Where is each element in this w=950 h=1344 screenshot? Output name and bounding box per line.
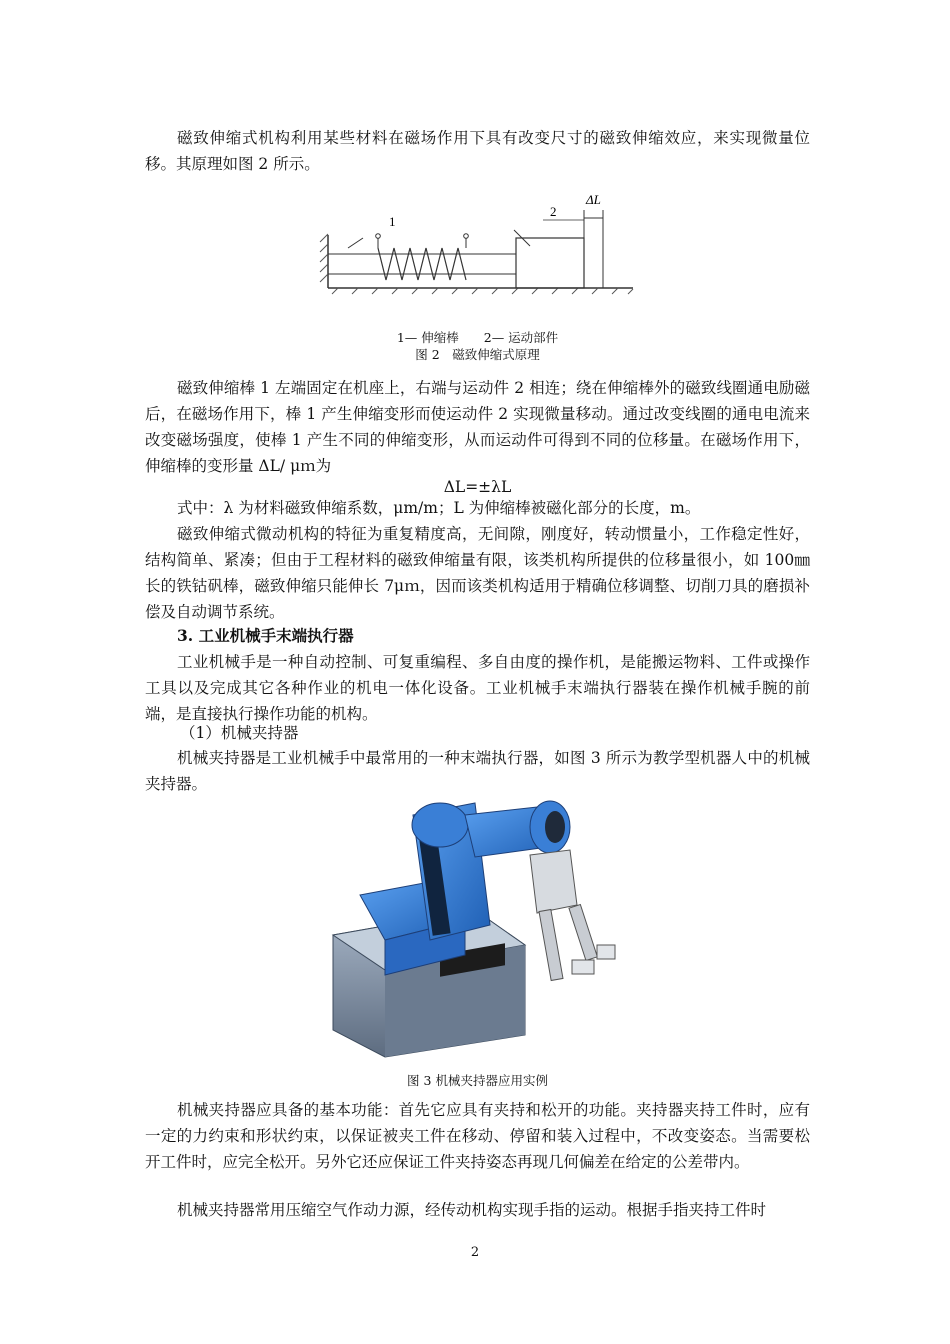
paragraph-variables: 式中：λ 为材料磁致伸缩系数，μm/m；L 为伸缩棒被磁化部分的长度，m。	[177, 499, 701, 517]
page-number: 2	[470, 1245, 480, 1260]
formula: ΔL=±λL	[443, 478, 512, 496]
figure-2-label-2: 2	[550, 204, 557, 219]
figure-3-robot-image	[325, 795, 635, 1065]
subsection-heading: （1）机械夹持器	[180, 724, 299, 742]
paragraph-gripper-functions: 机械夹持器应具备的基本功能：首先它应具有夹持和松开的功能。夹持器夹持工件时，应有一定的力约束和形状约束，以保证被夹工件在移动、停留和装入过程中，不改变姿态。当需要松开工件时，应完全松开。另外它还应保证工件夹持姿态再现几何偏差在给定的公差带内。	[145, 1101, 810, 1171]
figure-2-caption: 图 2 磁致伸缩式原理	[415, 347, 540, 362]
paragraph-gripper-power: 机械夹持器常用压缩空气作动力源，经传动机构实现手指的运动。根据手指夹持工件时	[177, 1201, 767, 1219]
figure-2-label-1: 1	[389, 214, 396, 229]
paragraph-mechanism: 磁致伸缩棒 1 左端固定在机座上，右端与运动件 2 相连；绕在伸缩棒外的磁致线圈通电励磁后，在磁场作用下，棒 1 产生伸缩变形而使运动件 2 实现微量移动。通过改变线圈的通电电流来改变磁场强度，使棒 1 产生不同的伸缩变形，从而运动件可得到不同的位移量。在磁场作用下，伸缩棒的变形量 ΔL/ μｍ为	[145, 379, 810, 475]
section-heading: 3. 工业机械手末端执行器	[177, 626, 354, 645]
figure-2-diagram	[318, 190, 638, 300]
paragraph-features: 磁致伸缩式微动机构的特征为重复精度高，无间隙，刚度好，转动惯量小，工作稳定性好，结构简单、紧凑；但由于工程材料的磁致伸缩量有限，该类机构所提供的位移量很小，如 100㎜长的铁钴矾棒，磁致伸缩只能伸长 7μｍ，因而该类机构适用于精确位移调整、切削刀具的磨损补偿及自动调节系统。	[145, 525, 810, 621]
paragraph-intro: 磁致伸缩式机构利用某些材料在磁场作用下具有改变尺寸的磁致伸缩效应，来实现微量位移。其原理如图 2 所示。	[145, 129, 810, 173]
figure-2-legend: 1— 伸缩棒 2— 运动部件	[396, 330, 559, 345]
paragraph-gripper-intro: 机械夹持器是工业机械手中最常用的一种末端执行器，如图 3 所示为教学型机器人中的机械夹持器。	[145, 749, 810, 793]
figure-2-label-delta-l: ΔL	[586, 192, 601, 207]
figure-3-caption: 图 3 机械夹持器应用实例	[407, 1073, 548, 1088]
paragraph-manipulator: 工业机械手是一种自动控制、可复重编程、多自由度的操作机，是能搬运物料、工件或操作工具以及完成其它各种作业的机电一体化设备。工业机械手末端执行器装在操作机械手腕的前端，是直接执行操作功能的机构。	[145, 653, 810, 723]
